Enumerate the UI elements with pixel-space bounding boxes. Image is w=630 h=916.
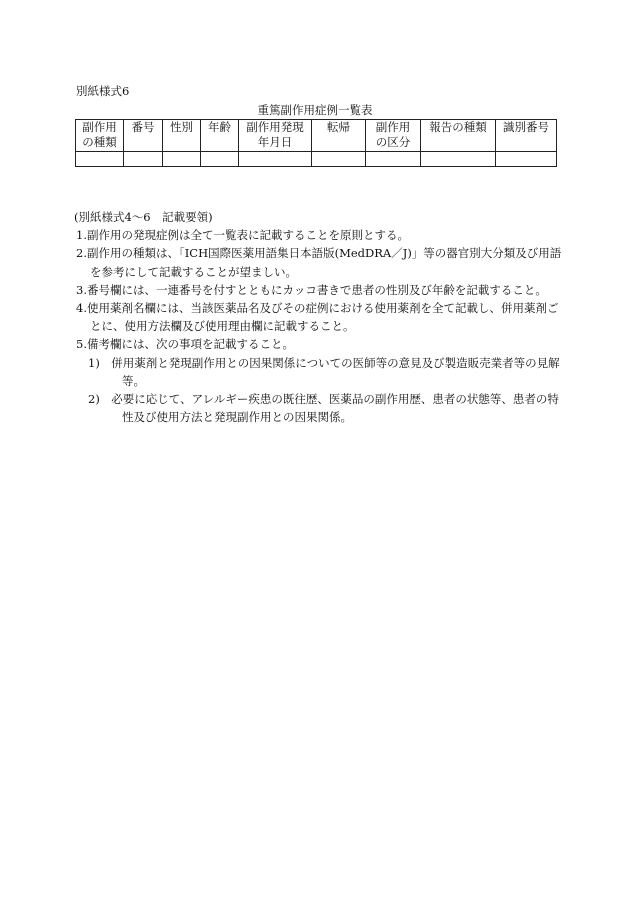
- table-cell: [201, 152, 239, 167]
- header-sex: 性別: [163, 120, 201, 152]
- header-outcome: 転帰: [312, 120, 366, 152]
- instruction-subitem-2: 2) 必要に応じて、アレルギー疾患の既往歴、医薬品の副作用歴、患者の状態等、患者の特性及び使用方法と発現副作用との因果関係。: [88, 392, 559, 425]
- table-cell: [239, 152, 312, 167]
- instruction-subitem-1: 1) 併用薬剤と発現副作用との因果関係についての医師等の意見及び製造販売業者等の見解等。: [88, 355, 560, 388]
- header-number: 番号: [124, 120, 163, 152]
- instruction-item-4: 4.使用薬剤名欄には、当該医薬品名及びその症例における使用薬剤を全て記載し、併用薬剤ごとに、使用方法欄及び使用理由欄に記載すること。: [76, 301, 559, 334]
- instructions-heading: (別紙様式4〜6 記載要領): [74, 210, 213, 224]
- table-cell: [366, 152, 421, 167]
- table-cell: [76, 152, 124, 167]
- table-empty-row: [76, 152, 557, 167]
- table-cell: [163, 152, 201, 167]
- table-cell: [124, 152, 163, 167]
- header-report-type: 報告の種類: [421, 120, 496, 152]
- instructions-section: [76, 208, 562, 426]
- instruction-item-5: 5.備考欄には、次の事項を記載すること。: [76, 337, 294, 352]
- table-cell: [312, 152, 366, 167]
- header-category: 副作用 の区分: [366, 120, 421, 152]
- table-cell: [496, 152, 557, 167]
- instruction-item-1: 1.副作用の発現症例は全て一覧表に記載することを原則とする。: [76, 228, 409, 243]
- form-label: 別紙様式6: [76, 84, 130, 98]
- header-age: 年齢: [201, 120, 239, 152]
- table-title: 重篤副作用症例一覧表: [257, 103, 373, 117]
- header-adverse-reaction-type: 副作用 の種類: [76, 120, 124, 152]
- instruction-item-3: 3.番号欄には、一連番号を付すとともにカッコ書きで患者の性別及び年齢を記載すること。: [76, 282, 547, 297]
- instruction-item-2: 2.副作用の種類は、「ICH国際医薬用語集日本語版(MedDRA／J)」等の器官別大分類及び用語を参考にして記載することが望ましい。: [76, 246, 562, 279]
- case-list-table: [75, 119, 557, 167]
- header-id-number: 識別番号: [496, 120, 557, 152]
- table-cell: [421, 152, 496, 167]
- table-header-row: [76, 120, 557, 152]
- header-onset-date: 副作用発現 年月日: [239, 120, 312, 152]
